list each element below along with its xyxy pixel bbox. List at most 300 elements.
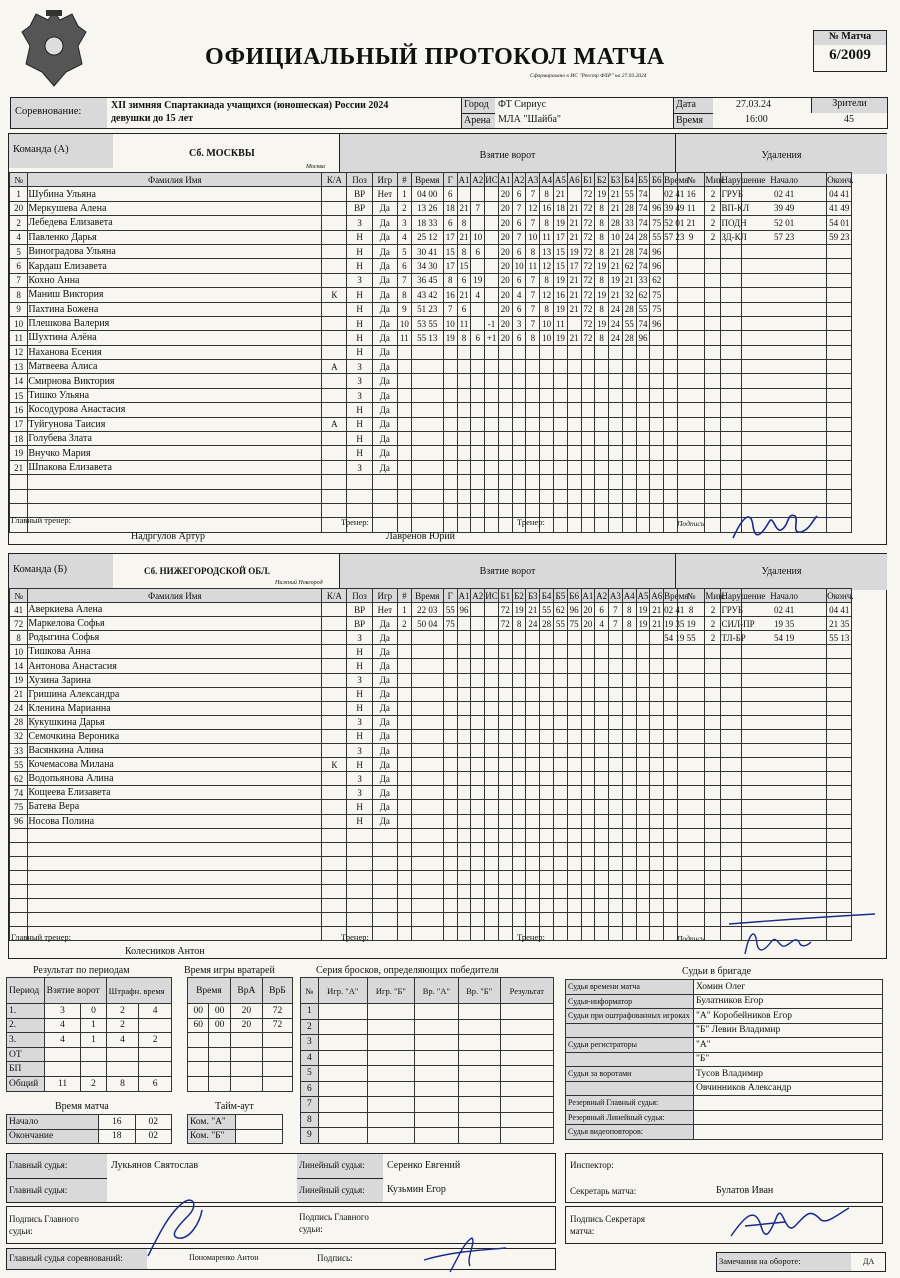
goal-cell [471, 503, 485, 517]
goal-cell [622, 842, 636, 856]
player-pos: Н [347, 432, 372, 446]
notes-label: Замечания на обороте: [717, 1253, 851, 1271]
goal-cell [512, 659, 526, 673]
end-minute: 02 [135, 1129, 172, 1144]
pen-start [742, 446, 827, 460]
pen-col-header: Нарушение [721, 173, 742, 187]
goal-index [397, 842, 411, 856]
goal-cell [581, 729, 595, 743]
goal-cell: 62 [622, 259, 636, 273]
goal-cell [622, 403, 636, 417]
pen-end: 04 41 [827, 603, 852, 617]
player-play: Да [372, 758, 397, 772]
player-ka [322, 870, 347, 884]
player-play: Да [372, 432, 397, 446]
player-ka [322, 201, 347, 215]
goal-cell [567, 417, 581, 431]
goal-index [397, 800, 411, 814]
goal-cell [609, 913, 623, 927]
goal-cell [512, 460, 526, 474]
timeout-b-label: Ком. "Б" [188, 1129, 236, 1144]
goal-cell [457, 432, 471, 446]
goal-cell [498, 659, 512, 673]
so-cell [415, 1112, 459, 1128]
player-pos: З [347, 360, 372, 374]
so-cell [318, 1112, 367, 1128]
player-play: Да [372, 687, 397, 701]
goal-cell: 19 [512, 603, 526, 617]
pen-end [827, 331, 852, 345]
goal-cell [471, 772, 485, 786]
goal-cell: 24 [609, 302, 623, 316]
player-name: Гришина Александра [28, 687, 322, 701]
goal-time: 36 45 [411, 273, 443, 287]
period-row [7, 1018, 172, 1033]
goal-cell: 19 [595, 316, 609, 330]
team-b-label: Команда (Б) [9, 554, 113, 588]
match-number: 6/2009 [829, 47, 871, 63]
player-play [372, 856, 397, 870]
goal-cell [595, 659, 609, 673]
goal-cell [443, 403, 457, 417]
pen-player [677, 345, 705, 359]
so-cell [500, 1097, 553, 1113]
pen-player [677, 446, 705, 460]
pen-time: 02 41 [664, 187, 678, 201]
player-number: 18 [10, 432, 28, 446]
goal-index [397, 856, 411, 870]
table-row [10, 645, 887, 659]
goal-cell [622, 687, 636, 701]
goal-cell [595, 899, 609, 913]
goal-cell [622, 856, 636, 870]
official-row [566, 1023, 883, 1038]
col-header: Поз [347, 589, 372, 603]
pen-end [827, 729, 852, 743]
pen-start: 54 19 [742, 631, 827, 645]
pen-time [664, 715, 678, 729]
pen-time [664, 460, 678, 474]
player-pos: ВР [347, 201, 372, 215]
goal-cell [636, 388, 650, 402]
table-row [10, 403, 887, 417]
pen-infraction [721, 687, 742, 701]
goal-cell [609, 503, 623, 517]
timeout-a-value [236, 1115, 283, 1130]
goal-cell: 28 [540, 617, 554, 631]
player-name: Кохно Анна [28, 273, 322, 287]
goal-cell [512, 673, 526, 687]
goal-cell [650, 758, 664, 772]
player-pos: З [347, 715, 372, 729]
period-cell: 4 [44, 1033, 81, 1048]
goal-cell: 20 [498, 244, 512, 258]
goal-cell: 10 [609, 230, 623, 244]
goal-cell [498, 772, 512, 786]
goal-cell [595, 701, 609, 715]
team-b-coach: Колесников Антон [125, 946, 205, 957]
goal-cell [498, 856, 512, 870]
goal-cell [512, 870, 526, 884]
goal-cell [581, 460, 595, 474]
goal-cell [457, 687, 471, 701]
player-pos [347, 475, 372, 489]
referees-box [6, 1153, 556, 1203]
goal-index [397, 786, 411, 800]
player-pos: З [347, 772, 372, 786]
goal-cell [443, 645, 457, 659]
pen-time [664, 244, 678, 258]
match-time-table [6, 1114, 172, 1144]
player-play: Да [372, 201, 397, 215]
player-name: Внучко Мария [28, 446, 322, 460]
time: 16:00 [745, 114, 768, 125]
goal-cell [526, 475, 540, 489]
goal-index [397, 758, 411, 772]
goal-cell [485, 800, 499, 814]
pen-player [677, 729, 705, 743]
goal-cell [636, 345, 650, 359]
goal-cell [581, 446, 595, 460]
pen-end: 21 35 [827, 617, 852, 631]
player-pos: Н [347, 417, 372, 431]
goal-cell [553, 842, 567, 856]
goal-cell [443, 913, 457, 927]
goal-cell [595, 374, 609, 388]
goal-cell: 21 [567, 230, 581, 244]
so-cell [500, 1066, 553, 1082]
goal-cell [471, 187, 485, 201]
official-role: Судья времени матча [566, 980, 694, 995]
goal-cell: 16 [540, 201, 554, 215]
goal-cell: 4 [512, 288, 526, 302]
pen-player [677, 475, 705, 489]
goal-cell: 6 [595, 603, 609, 617]
pen-infraction [721, 758, 742, 772]
goal-cell: 21 [457, 230, 471, 244]
shootout-title: Серия бросков, определяющих победителя [316, 965, 499, 976]
pen-player [677, 331, 705, 345]
period-cell [44, 1062, 81, 1077]
pen-minutes: 2 [705, 201, 721, 215]
pen-end [827, 828, 852, 842]
pen-end [827, 475, 852, 489]
goal-cell [526, 460, 540, 474]
goal-cell [553, 758, 567, 772]
goal-cell [512, 345, 526, 359]
goal-cell [595, 744, 609, 758]
goal-cell [581, 772, 595, 786]
goal-cell: 8 [540, 216, 554, 230]
goal-cell [471, 489, 485, 503]
goal-cell [540, 870, 554, 884]
goal-cell [443, 899, 457, 913]
player-number: 13 [10, 360, 28, 374]
so-cell [367, 1112, 414, 1128]
goal-cell [526, 729, 540, 743]
goal-cell [485, 828, 499, 842]
player-name: Родыгина Софья [28, 631, 322, 645]
goal-cell [553, 899, 567, 913]
goal-cell [485, 288, 499, 302]
goal-cell [471, 518, 485, 532]
date: 27.03.24 [736, 99, 771, 110]
pen-player [677, 884, 705, 898]
goal-cell [553, 927, 567, 941]
so-cell [415, 1128, 459, 1144]
goal-cell [553, 786, 567, 800]
goal-cell [471, 856, 485, 870]
goal-cell [609, 475, 623, 489]
pen-player [677, 772, 705, 786]
goal-cell: 96 [457, 603, 471, 617]
goal-time [411, 345, 443, 359]
goal-cell [567, 673, 581, 687]
goal-cell: 96 [650, 244, 664, 258]
goal-cell [471, 388, 485, 402]
goal-cell [526, 631, 540, 645]
goal-cell: 6 [471, 331, 485, 345]
goal-cell: 6 [443, 216, 457, 230]
official-role: Судья видеоповторов: [566, 1125, 694, 1140]
goal-cell [650, 856, 664, 870]
col-header: К/А [322, 589, 347, 603]
goal-cell: 20 [498, 201, 512, 215]
shootout-table [300, 977, 554, 1144]
player-name [28, 884, 322, 898]
goal-cell [581, 758, 595, 772]
goal-col-header: Б6 [650, 173, 664, 187]
player-ka [322, 403, 347, 417]
goal-cell: 8 [540, 187, 554, 201]
goal-cell: 7 [526, 216, 540, 230]
goal-cell [636, 715, 650, 729]
goal-cell [567, 786, 581, 800]
goal-index: 9 [397, 302, 411, 316]
player-number [10, 475, 28, 489]
goal-index: 10 [397, 316, 411, 330]
goal-cell [457, 828, 471, 842]
pen-end [827, 772, 852, 786]
goal-cell [553, 715, 567, 729]
goal-cell: 32 [622, 288, 636, 302]
goal-cell [471, 729, 485, 743]
goal-cell [581, 828, 595, 842]
so-cell [318, 1097, 367, 1113]
col-header: № [10, 173, 28, 187]
goal-cell [443, 489, 457, 503]
official-row [566, 980, 883, 995]
pen-time [664, 360, 678, 374]
pen-infraction [721, 446, 742, 460]
goal-cell [526, 701, 540, 715]
player-pos: Н [347, 758, 372, 772]
pen-end [827, 518, 852, 532]
goal-cell [567, 772, 581, 786]
pen-time [664, 927, 678, 941]
goal-cell [485, 503, 499, 517]
goal-cell [457, 786, 471, 800]
inspector-label: Инспектор: [570, 1160, 614, 1170]
goal-cell [567, 460, 581, 474]
pen-player [677, 460, 705, 474]
goal-cell [567, 489, 581, 503]
goal-cell [498, 673, 512, 687]
goal-cell [540, 687, 554, 701]
player-ka [322, 729, 347, 743]
goal-index [397, 432, 411, 446]
chief-sign-label: Подпись: [317, 1253, 353, 1263]
goal-cell [622, 460, 636, 474]
player-play: Да [372, 331, 397, 345]
player-play: Да [372, 715, 397, 729]
pen-start [742, 489, 827, 503]
goal-time: 13 26 [411, 201, 443, 215]
goal-cell [457, 503, 471, 517]
start-hour: 16 [99, 1115, 136, 1130]
goal-cell [567, 388, 581, 402]
goal-cell [553, 631, 567, 645]
goal-cell [512, 631, 526, 645]
goal-cell [498, 870, 512, 884]
goal-cell: 21 [567, 288, 581, 302]
goal-time [411, 772, 443, 786]
goal-cell: 21 [457, 288, 471, 302]
goal-cell [443, 360, 457, 374]
gk-cell: 20 [230, 1018, 262, 1033]
goal-cell [540, 786, 554, 800]
col-header: Игр [372, 589, 397, 603]
player-name: Голубева Злата [28, 432, 322, 446]
so-row [301, 1004, 554, 1020]
goal-cell [540, 475, 554, 489]
goal-cell [485, 489, 499, 503]
team-a-goals-header [339, 134, 675, 174]
pen-time [664, 446, 678, 460]
team-a-name: Сб. МОСКВЫ [189, 148, 255, 159]
goal-cell: 20 [498, 302, 512, 316]
goal-cell [485, 460, 499, 474]
goal-cell [457, 772, 471, 786]
player-play: Да [372, 388, 397, 402]
player-pos: Н [347, 814, 372, 828]
goal-cell [567, 899, 581, 913]
goal-cell [636, 673, 650, 687]
goal-cell [595, 446, 609, 460]
team-a-sign-label: Подпись [677, 519, 705, 528]
goal-cell [443, 856, 457, 870]
goal-cell [512, 701, 526, 715]
goal-cell: 72 [498, 617, 512, 631]
player-pos [347, 870, 372, 884]
goal-cell [581, 927, 595, 941]
gk-cell [188, 1047, 209, 1062]
official-row [566, 994, 883, 1009]
player-name [28, 475, 322, 489]
pen-player [677, 360, 705, 374]
official-row [566, 1038, 883, 1053]
team-a-trainer-label: Тренер: [341, 517, 369, 527]
official-role [566, 1023, 694, 1038]
goal-cell [650, 331, 664, 345]
so-cell [500, 1128, 553, 1144]
goal-cell [526, 659, 540, 673]
goal-cell [553, 828, 567, 842]
goal-cell [526, 870, 540, 884]
gk-cell [262, 1076, 292, 1091]
player-pos: Н [347, 288, 372, 302]
goal-cell: 96 [650, 201, 664, 215]
so-cell [500, 1112, 553, 1128]
pen-time [664, 814, 678, 828]
goal-cell [553, 744, 567, 758]
goal-cell [650, 673, 664, 687]
goal-cell [622, 645, 636, 659]
goal-cell [636, 687, 650, 701]
goal-cell: 7 [609, 603, 623, 617]
pen-time [664, 701, 678, 715]
pen-minutes [705, 800, 721, 814]
goal-cell: 21 [567, 331, 581, 345]
gk-cell [230, 1076, 262, 1091]
goal-cell [471, 884, 485, 898]
goal-index: 1 [397, 603, 411, 617]
goal-cell [443, 374, 457, 388]
goal-index [397, 503, 411, 517]
goal-cell [540, 374, 554, 388]
goal-cell [650, 631, 664, 645]
player-pos: Н [347, 230, 372, 244]
pen-start: 52 01 [742, 216, 827, 230]
goal-cell [457, 814, 471, 828]
goal-cell [636, 475, 650, 489]
table-row [10, 302, 887, 316]
so-cell [318, 1019, 367, 1035]
goal-cell [567, 659, 581, 673]
goal-cell: 20 [498, 288, 512, 302]
goal-cell [622, 772, 636, 786]
goal-cell [636, 432, 650, 446]
pen-time [664, 259, 678, 273]
player-ka [322, 842, 347, 856]
goal-cell: 10 [512, 259, 526, 273]
goal-cell [636, 403, 650, 417]
goal-cell [595, 856, 609, 870]
goal-cell [471, 673, 485, 687]
goal-cell [512, 828, 526, 842]
pen-end [827, 259, 852, 273]
goal-cell [636, 360, 650, 374]
table-row [10, 603, 887, 617]
pen-start [742, 259, 827, 273]
pen-start [742, 331, 827, 345]
player-name: Лебедева Елизавета [28, 216, 322, 230]
goal-cell [650, 503, 664, 517]
gk-col-header: Время [188, 978, 231, 1004]
player-pos: Н [347, 345, 372, 359]
goal-cell: 19 [471, 273, 485, 287]
so-cell [367, 1066, 414, 1082]
player-pos: Н [347, 659, 372, 673]
goal-cell: 28 [636, 230, 650, 244]
goal-cell [526, 403, 540, 417]
so-index: 2 [301, 1019, 319, 1035]
pen-start [742, 659, 827, 673]
goal-col-header: А1 [457, 173, 471, 187]
pen-minutes [705, 687, 721, 701]
player-number: 41 [10, 603, 28, 617]
pen-end [827, 288, 852, 302]
